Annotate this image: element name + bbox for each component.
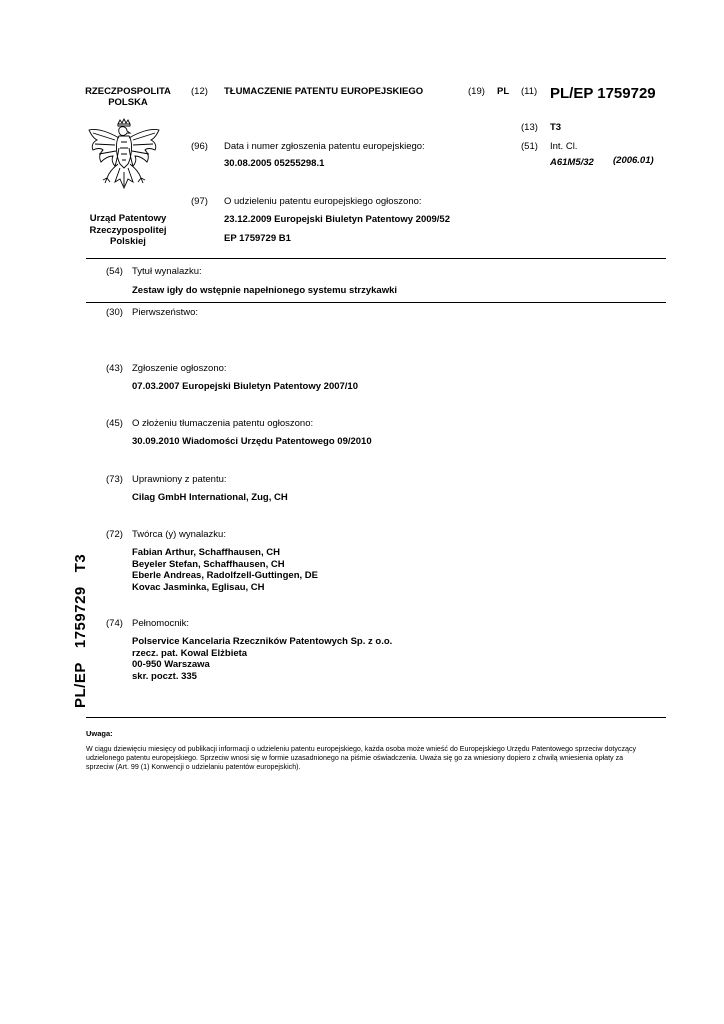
invention-title: Zestaw igły do wstępnie napełnionego systemu strzykawki <box>132 285 398 296</box>
attorney-label: Pełnomocnik: <box>132 618 190 629</box>
filing-label: Data i numer zgłoszenia patentu europejskiego: <box>224 141 425 152</box>
list-item: Kovac Jasminka, Eglisau, CH <box>132 581 265 593</box>
patent-number: PL/EP 1759729 <box>550 85 656 102</box>
code-97: (97) <box>191 196 208 207</box>
code-74: (74) <box>106 618 123 629</box>
note-heading: Uwaga: <box>86 729 113 738</box>
code-43: (43) <box>106 363 123 374</box>
grant-label: O udzieleniu patentu europejskiego ogłoszono: <box>224 196 422 207</box>
polish-eagle-emblem <box>85 118 163 204</box>
code-12: (12) <box>191 86 208 97</box>
filing-value: 30.08.2005 05255298.1 <box>224 158 325 169</box>
priority-label: Pierwszeństwo: <box>132 307 198 318</box>
list-item: Beyeler Stefan, Schaffhausen, CH <box>132 558 285 570</box>
title-label: Tytuł wynalazku: <box>132 266 202 277</box>
code-19: (19) <box>468 86 485 97</box>
note-text: W ciągu dziewięciu miesięcy od publikacji informacji o udzieleniu patentu europejskiego, każda osoba może wnieść do Europejskiego Urzędu Patentowego sprzeciw dotyczący udzielonego patentu europejskiego. Sprzeciw wnosi się w formie uzasadnionego na piśmie oświadczenia. Uważa się go za wniesiony dopiero z chwilą wniesienia opłaty za sprzeciw (Art. 99 (1) Konwencji o udzielaniu patentów europejskich). <box>86 745 637 771</box>
inventors-label: Twórca (y) wynalazku: <box>132 529 226 540</box>
int-cl-year: (2006.01) <box>613 155 654 166</box>
owner-label: Uprawniony z patentu: <box>132 474 227 485</box>
document-type: TŁUMACZENIE PATENTU EUROPEJSKIEGO <box>224 86 424 97</box>
code-51: (51) <box>521 141 538 152</box>
header-divider <box>86 258 666 259</box>
vertical-patent-label: PL/EP1759729T3 <box>72 553 89 708</box>
list-item: 00-950 Warszawa <box>132 659 210 670</box>
attorney-block <box>132 636 392 682</box>
list-item: Fabian Arthur, Schaffhausen, CH <box>132 547 280 558</box>
country-code: PL <box>497 86 510 97</box>
footer-divider <box>86 717 666 718</box>
application-published-value: 07.03.2007 Europejski Biuletyn Patentowy 2007/10 <box>132 381 359 392</box>
code-11: (11) <box>521 86 538 97</box>
translation-value: 30.09.2010 Wiadomości Urzędu Patentowego 09/2010 <box>132 436 372 447</box>
list-item: Polservice Kancelaria Rzeczników Patentowych Sp. z o.o. <box>132 636 393 647</box>
code-72: (72) <box>106 529 123 540</box>
code-96: (96) <box>191 141 208 152</box>
code-73: (73) <box>106 474 123 485</box>
list-item: skr. poczt. 335 <box>132 670 197 682</box>
office-name: Urząd Patentowy Rzeczypospolitej Polskiej <box>89 213 167 247</box>
title-divider <box>86 302 666 303</box>
code-30: (30) <box>106 307 123 318</box>
list-item: Eberle Andreas, Radolfzell-Guttingen, DE <box>132 570 318 581</box>
translation-label: O złożeniu tłumaczenia patentu ogłoszono: <box>132 418 314 429</box>
list-item: rzecz. pat. Kowal Elżbieta <box>132 647 248 659</box>
inventors-list <box>132 547 318 593</box>
code-13: (13) <box>521 122 538 133</box>
code-45: (45) <box>106 418 123 429</box>
int-cl-value: A61M5/32 <box>550 157 594 168</box>
code-54: (54) <box>106 266 123 277</box>
application-published-label: Zgłoszenie ogłoszono: <box>132 363 227 374</box>
kind-code: T3 <box>550 122 562 133</box>
int-cl-label: Int. Cl. <box>550 141 578 152</box>
country-name: RZECZPOSPOLITA POLSKA <box>85 86 171 108</box>
owner-value: Cilag GmbH International, Zug, CH <box>132 492 288 503</box>
grant-value: 23.12.2009 Europejski Biuletyn Patentowy 2009/52 <box>224 214 451 225</box>
ep-number: EP 1759729 B1 <box>224 233 291 244</box>
